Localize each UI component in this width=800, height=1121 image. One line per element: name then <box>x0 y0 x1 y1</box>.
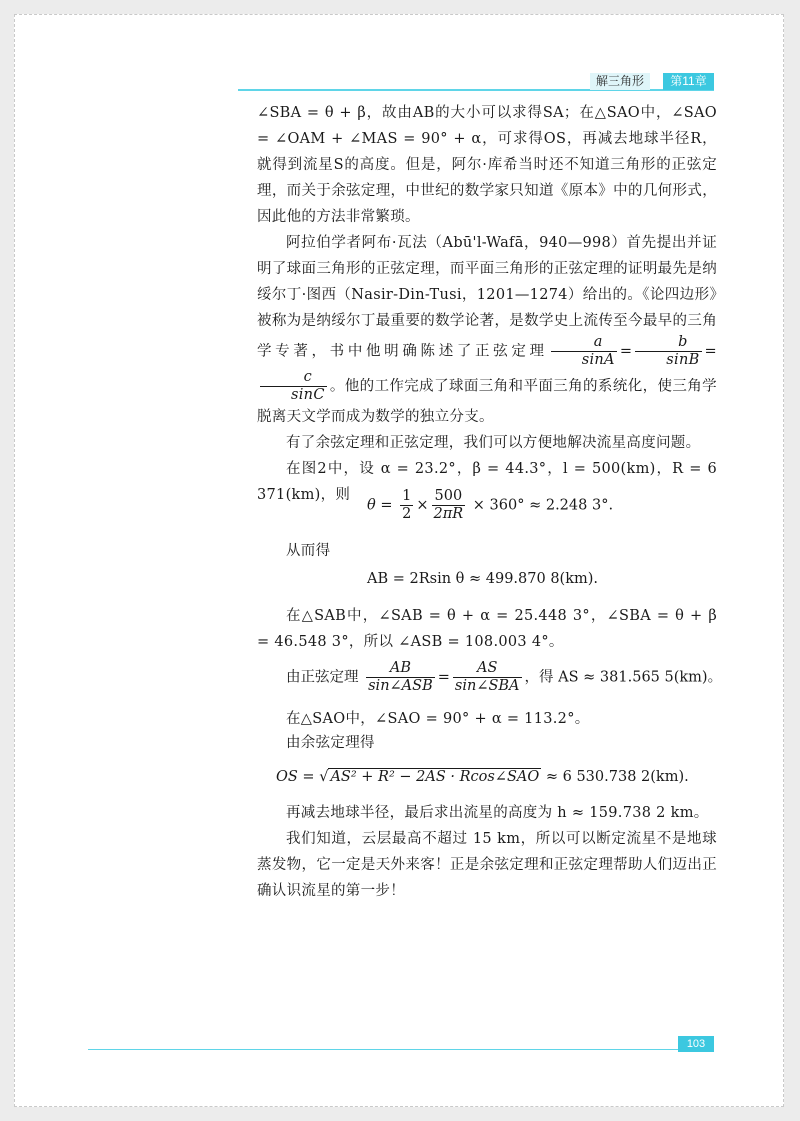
footer-rule <box>88 1049 678 1050</box>
main-text <box>257 100 717 508</box>
paragraph-11: 我们知道，云层最高不超过 15 km，所以可以断定流星不是地球蒸发物，它一定是天外来客！正是余弦定理和正弦定理帮助人们迈出正确认识流星的第一步！ <box>257 831 717 899</box>
as-over-sin-sba: $\frac{AS}{\text{sin∠SBA}}$ <box>454 660 520 694</box>
header-section-title: 解三角形 <box>590 73 650 90</box>
paragraph-10: 再减去地球半径，最后求出流星的高度为 h ≈ 159.738 2 km。 <box>286 805 709 821</box>
theta-formula: θ = $\frac{1}{2}$ × $\frac{500}{2\pi R}$ × 360° ≈ 2.248 3°. <box>367 488 614 522</box>
header-chapter-badge: 第11章 <box>663 73 714 90</box>
paragraph-3: 有了余弦定理和正弦定理，我们可以方便地解决流星高度问题。 <box>286 435 701 451</box>
os-formula: OS = √ AS² + R² − 2AS · Rcos∠SAO ≈ 6 530.738 2(km). <box>276 769 689 785</box>
paragraph-6: 在△SAB中，∠SAB = θ + α = 25.448 3°，∠SBA = θ + β = 46.548 3°，所以 ∠ASB = 108.003 4°。 <box>257 608 717 650</box>
paragraph-1: ∠SBA = θ + β，故由AB的大小可以求得SA；在△SAO中，∠SAO = ∠OAM + ∠MAS = 90° + α，可求得OS，再减去地球半径R，就得到流星S的高度。但是，阿尔·库希当时还不知道三角形的正弦定理，而关于余弦定理，中世纪的数学家只知道《原本》中的几何形式，因此他的方法非常繁琐。 <box>257 105 717 225</box>
paragraph-6-block <box>257 603 717 655</box>
paragraph-5: 从而得 <box>286 543 331 559</box>
fraction-500-over-2piR: $\frac{500}{2\pi R}$ <box>433 488 464 522</box>
sine-ratio-formula: 由正弦定理 $\frac{AB}{\text{sin∠ASB}}$ = $\frac{AS}{\text{sin∠SBA}}$ ，得 AS ≈ 381.565 5(km)。 <box>286 660 723 694</box>
page-number: 103 <box>678 1036 714 1052</box>
fraction-one-half: $\frac{1}{2}$ <box>402 488 412 522</box>
sine-law-fraction-c: $\frac{c}{\sin C}$ <box>260 369 327 404</box>
paragraph-2-text-a: 阿拉伯学者阿布·瓦法（Abū'l-Wafā，940—998）首先提出并证明了球面三角形的正弦定理，而平面三角形的正弦定理的证明最先是纳绥尔丁·图西（Nasir-Din-Tusi，1201—1274）给出的。《论四边形》被称为是纳绥尔丁最重要的数学论著，是数学史上流传至今最早的三角学专著，书中他明确陈述了正弦定理 <box>257 235 717 360</box>
closing-text <box>257 800 717 904</box>
os-radicand: AS² + R² − 2AS · Rcos∠SAO <box>330 769 540 785</box>
paragraph-4: 在图2中，设 α = 23.2°，β = 44.3°，l = 500(km)，R = 6 371(km)，则 <box>257 461 717 503</box>
ab-over-sin-asb: $\frac{AB}{\text{sin∠ASB}}$ <box>368 660 433 694</box>
running-header <box>238 73 714 91</box>
sine-law-fraction-a: $\frac{a}{\sin A}$ <box>551 334 617 369</box>
paragraph-2: 阿拉伯学者阿布·瓦法（Abū'l-Wafā，940—998）首先提出并证明了球面三角形的正弦定理，而平面三角形的正弦定理的证明最先是纳绥尔丁·图西（Nasir-Din-Tusi，1201—1274）给出的。《论四边形》被称为是纳绥尔丁最重要的数学论著，是数学史上流传至今最早的三角学专著，书中他明确陈述了正弦定理 $\frac{a}{\sin A}$ = $\frac{b}{\sin B}$ = $\frac{c}{\sin C}$ 。他的工作完成了球面三角和平面三角的系统化，使三角学脱离天文学而成为数学的独立分支。 <box>257 235 717 425</box>
paragraph-8: 在△SAO中，∠SAO = 90° + α = 113.2°。 <box>286 711 590 727</box>
paragraph-2-text-b: 。他的工作完成了球面三角和平面三角的系统化，使三角学脱离天文学而成为数学的独立分支。 <box>257 378 717 425</box>
ab-formula: AB = 2Rsin θ ≈ 499.870 8(km). <box>367 571 599 587</box>
sine-law-fraction-b: $\frac{b}{\sin B}$ <box>635 334 701 369</box>
paragraph-9: 由余弦定理得 <box>286 735 375 751</box>
sqrt-symbol: √ <box>319 769 329 785</box>
